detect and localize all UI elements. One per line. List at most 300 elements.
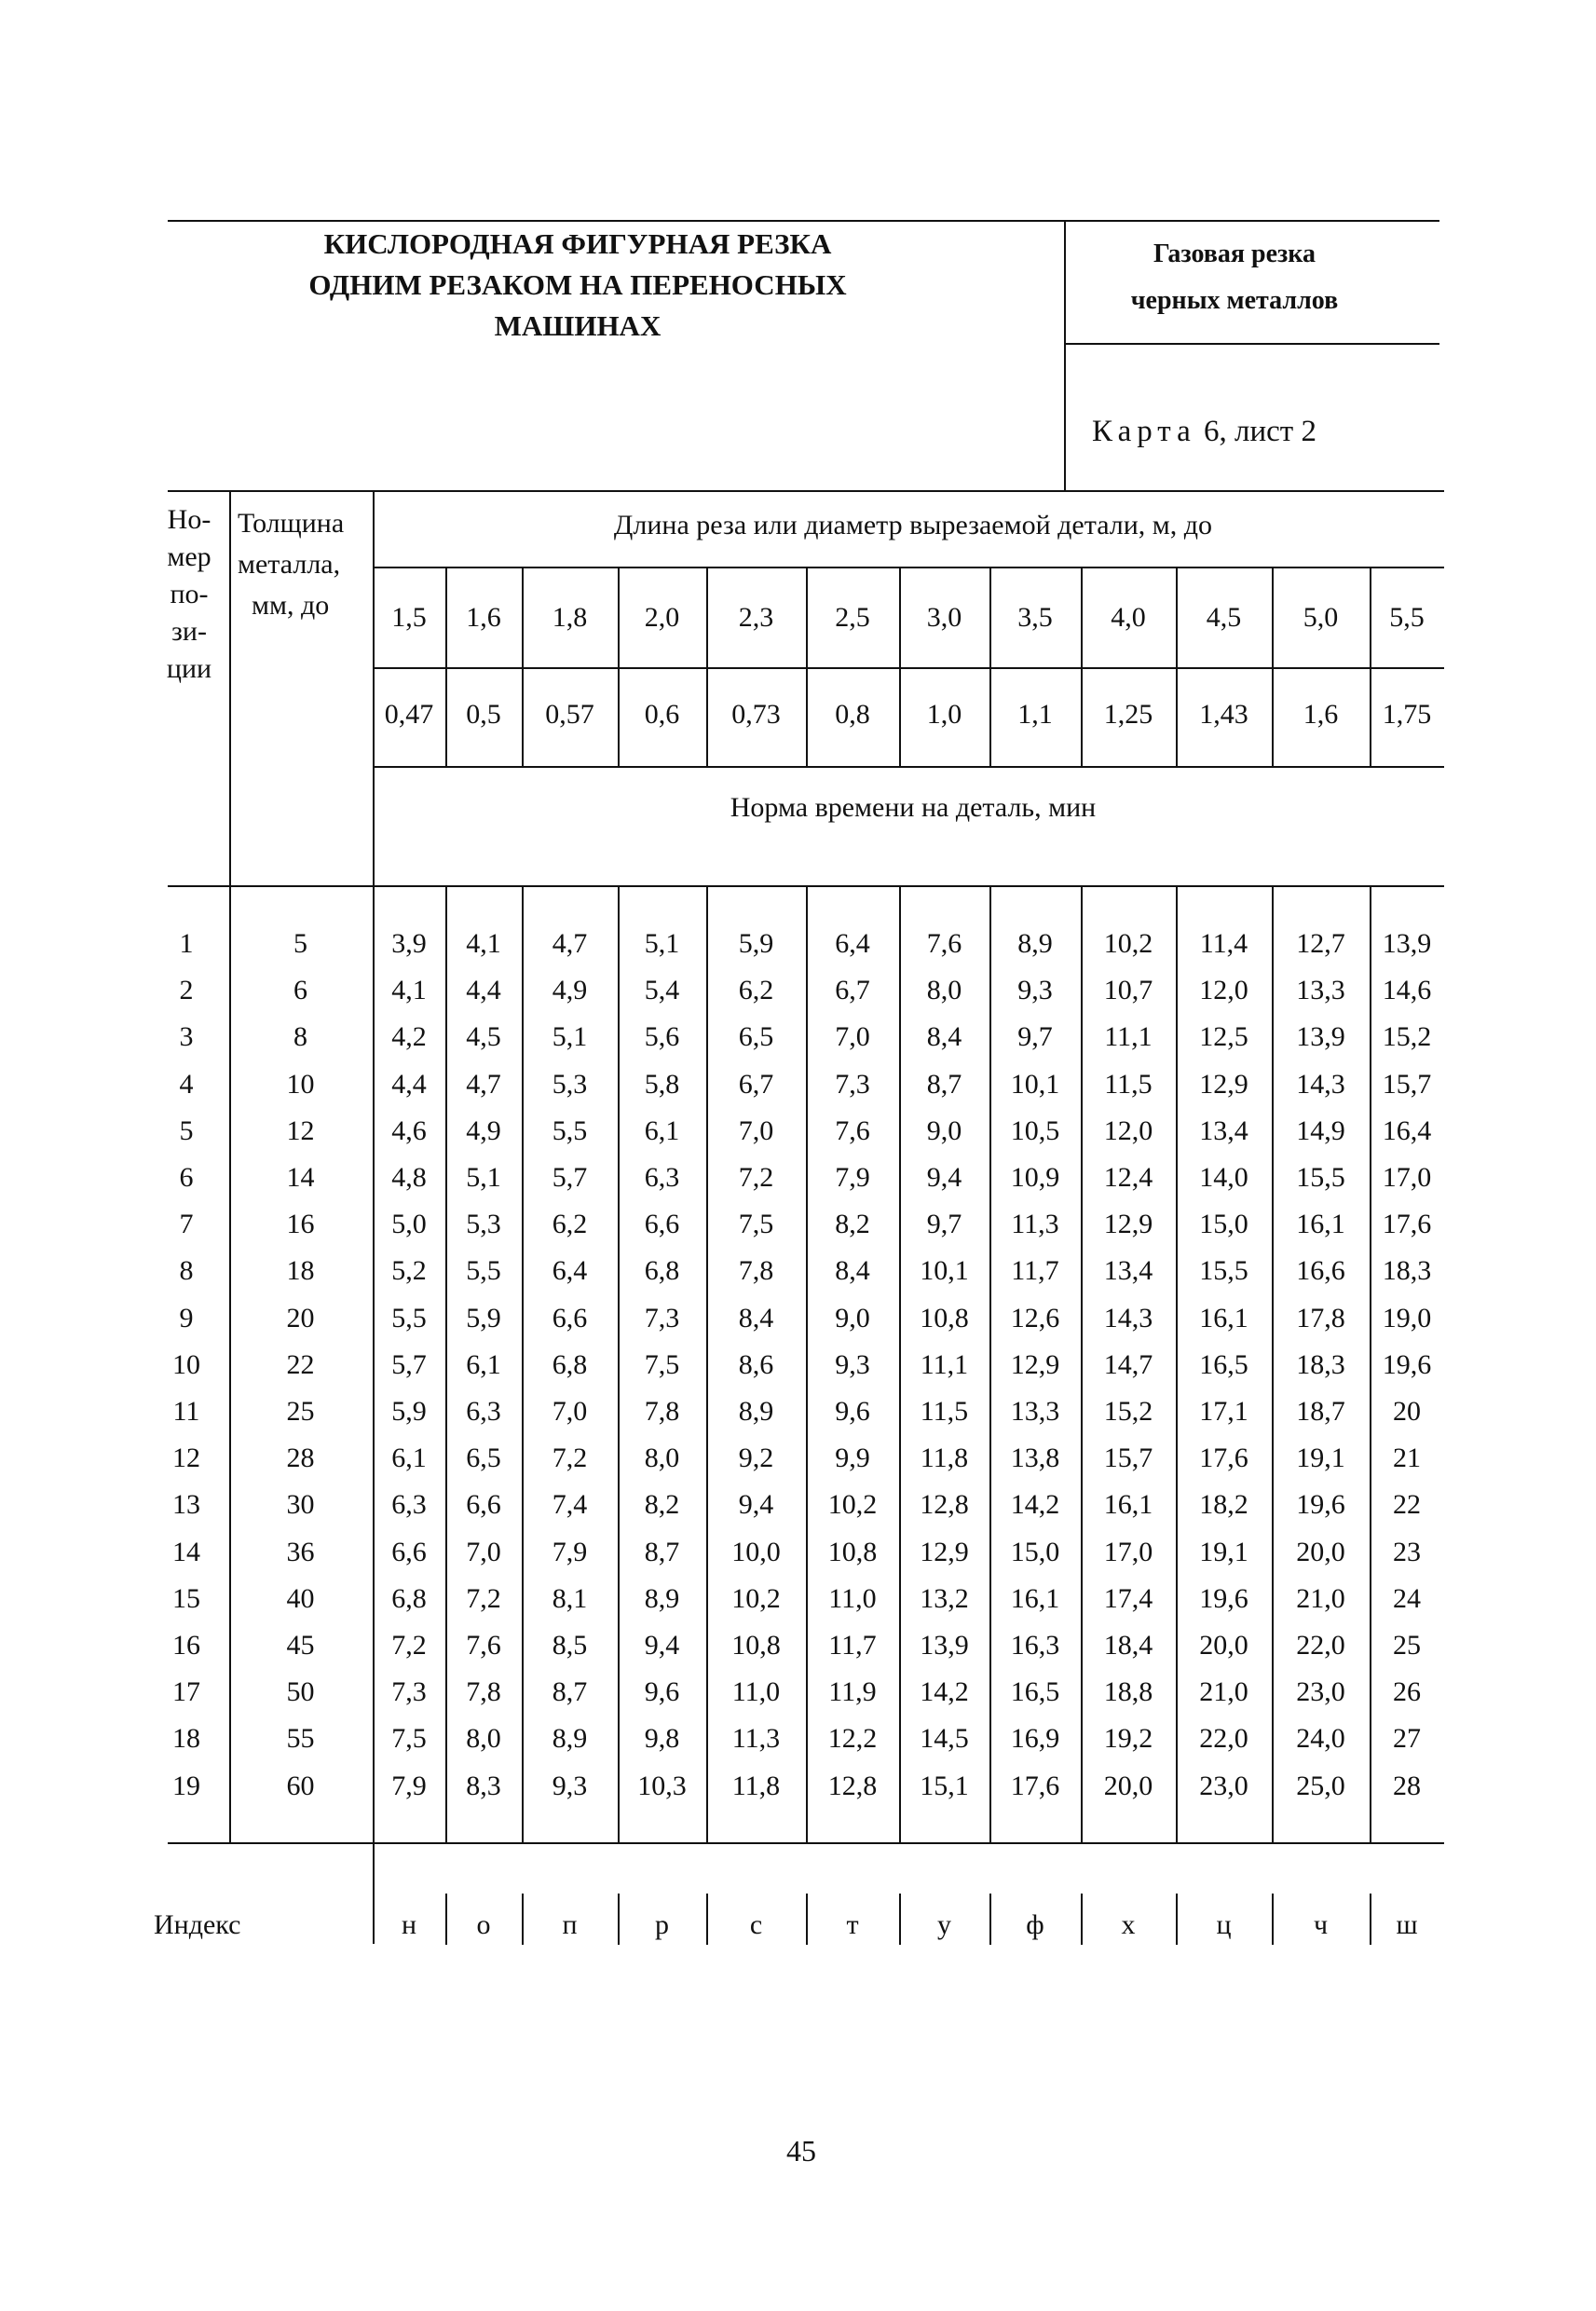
position-number-cell: 18 <box>172 1723 200 1754</box>
thickness-cell: 6 <box>293 975 307 1005</box>
time-norm-cell: 10,8 <box>920 1303 969 1333</box>
time-norm-cell: 6,1 <box>391 1443 427 1473</box>
time-norm-cell: 9,4 <box>644 1630 680 1661</box>
time-norm-cell: 4,4 <box>391 1069 427 1100</box>
time-norm-cell: 6,1 <box>466 1349 501 1380</box>
time-norm-cell: 14,3 <box>1103 1303 1153 1333</box>
time-norm-cell: 14,2 <box>920 1676 969 1707</box>
time-norm-cell: 18,7 <box>1296 1396 1345 1427</box>
time-norm-cell: 11,8 <box>731 1771 781 1801</box>
time-norm-cell: 6,6 <box>391 1537 427 1567</box>
time-norm-cell: 20,0 <box>1296 1537 1345 1567</box>
position-number-cell: 4 <box>179 1069 194 1100</box>
index-letter-cell: п <box>562 1909 578 1940</box>
time-norm-cell: 13,4 <box>1103 1255 1153 1286</box>
time-norm-cell: 9,6 <box>644 1676 680 1707</box>
time-norm-cell: 12,8 <box>920 1489 969 1520</box>
time-norm-cell: 11,0 <box>828 1583 877 1614</box>
time-norm-cell: 12,2 <box>827 1723 878 1754</box>
time-norm-cell: 7,8 <box>466 1676 501 1707</box>
time-norm-cell: 7,6 <box>466 1630 501 1661</box>
time-norm-cell: 6,6 <box>644 1209 680 1239</box>
time-norm-cell: 11,5 <box>1104 1069 1153 1100</box>
time-norm-cell: 10,2 <box>1103 928 1153 959</box>
time-norm-cell: 23,0 <box>1199 1771 1248 1801</box>
time-norm-cell: 5,2 <box>391 1255 427 1286</box>
time-norm-cell: 16,1 <box>1010 1583 1060 1614</box>
index-letter-cell: ш <box>1396 1909 1418 1940</box>
time-norm-cell: 7,2 <box>552 1443 588 1473</box>
time-norm-cell: 8,3 <box>466 1771 501 1801</box>
time-norm-cell: 4,8 <box>391 1162 427 1193</box>
time-norm-cell: 18,8 <box>1103 1676 1153 1707</box>
time-norm-cell: 16,1 <box>1199 1303 1248 1333</box>
position-number-cell: 11 <box>172 1396 200 1427</box>
header-right-rule <box>1064 343 1439 345</box>
time-norm-cell: 11,0 <box>731 1676 781 1707</box>
time-norm-cell: 5,8 <box>644 1069 680 1100</box>
time-norm-cell: 19,2 <box>1103 1723 1153 1754</box>
time-norm-cell: 6,3 <box>466 1396 501 1427</box>
time-norm-cell: 11,4 <box>1199 928 1248 959</box>
time-norm-cell: 8,9 <box>552 1723 588 1754</box>
time-norm-cell: 22,0 <box>1199 1723 1248 1754</box>
time-norm-cell: 9,8 <box>644 1723 680 1754</box>
time-norm-cell: 9,6 <box>835 1396 870 1427</box>
time-norm-cell: 17,6 <box>1199 1443 1248 1473</box>
time-norm-cell: 4,7 <box>466 1069 501 1100</box>
length-cell: 3,0 <box>926 602 962 633</box>
header-column-rule <box>899 567 901 766</box>
time-norm-cell: 13,3 <box>1010 1396 1060 1427</box>
time-norm-cell: 7,2 <box>738 1162 774 1193</box>
time-norm-cell: 11,1 <box>1104 1021 1153 1052</box>
index-letter-cell: о <box>476 1909 491 1940</box>
time-norm-cell: 18,3 <box>1296 1349 1345 1380</box>
time-norm-cell: 12,4 <box>1103 1162 1153 1193</box>
diameter-cell: 0,73 <box>731 699 781 730</box>
time-norm-cell: 5,1 <box>552 1021 588 1052</box>
time-norm-cell: 9,0 <box>926 1115 962 1146</box>
header-column-rule <box>522 567 524 766</box>
time-norm-cell: 7,0 <box>552 1396 588 1427</box>
position-number-cell: 17 <box>172 1676 200 1707</box>
time-norm-cell: 8,1 <box>552 1583 588 1614</box>
time-norm-cell: 14,5 <box>920 1723 969 1754</box>
thickness-cell: 20 <box>286 1303 315 1333</box>
time-norm-cell: 4,9 <box>552 975 588 1005</box>
thickness-cell: 10 <box>286 1069 315 1100</box>
diameter-cell: 0,57 <box>545 699 594 730</box>
header-column-rule <box>445 567 447 766</box>
time-norm-cell: 6,4 <box>835 928 870 959</box>
header-column-rule <box>706 567 708 766</box>
time-norm-cell: 6,8 <box>552 1349 588 1380</box>
time-norm-cell: 18,3 <box>1382 1255 1432 1286</box>
time-norm-cell: 4,7 <box>552 928 588 959</box>
time-norm-cell: 16,5 <box>1010 1676 1060 1707</box>
time-norm-cell: 21 <box>1393 1443 1421 1473</box>
time-norm-cell: 7,3 <box>644 1303 680 1333</box>
card-word: Карта <box>1092 415 1196 448</box>
time-norm-cell: 9,3 <box>835 1349 870 1380</box>
time-norm-cell: 18,2 <box>1199 1489 1248 1520</box>
header-column-rule <box>806 567 808 766</box>
time-norm-cell: 7,0 <box>466 1537 501 1567</box>
time-norm-cell: 25,0 <box>1296 1771 1345 1801</box>
diameter-cell: 0,47 <box>384 699 434 730</box>
time-norm-cell: 19,0 <box>1382 1303 1432 1333</box>
time-norm-cell: 18,4 <box>1103 1630 1153 1661</box>
time-norm-cell: 4,9 <box>466 1115 501 1146</box>
thickness-cell: 50 <box>286 1676 315 1707</box>
header-column-rule <box>1272 567 1274 766</box>
thickness-cell: 36 <box>286 1537 315 1567</box>
time-norm-cell: 15,7 <box>1103 1443 1153 1473</box>
time-norm-cell: 10,8 <box>827 1537 878 1567</box>
length-cell: 1,6 <box>466 602 501 633</box>
time-norm-cell: 10,1 <box>1010 1069 1060 1100</box>
length-cell: 1,5 <box>391 602 427 633</box>
time-norm-cell: 12,0 <box>1199 975 1248 1005</box>
time-norm-cell: 13,9 <box>1296 1021 1345 1052</box>
time-norm-cell: 10,3 <box>637 1771 687 1801</box>
position-number-cell: 5 <box>179 1115 194 1146</box>
time-norm-cell: 14,3 <box>1296 1069 1345 1100</box>
time-norm-cell: 22 <box>1393 1489 1421 1520</box>
time-norm-cell: 5,9 <box>738 928 774 959</box>
time-norm-cell: 9,2 <box>738 1443 774 1473</box>
time-norm-cell: 11,9 <box>828 1676 877 1707</box>
time-norm-cell: 9,7 <box>1017 1021 1053 1052</box>
time-norm-cell: 6,8 <box>644 1255 680 1286</box>
diameter-cell: 0,5 <box>466 699 501 730</box>
time-norm-cell: 7,5 <box>644 1349 680 1380</box>
thickness-cell: 22 <box>286 1349 315 1380</box>
index-letter-cell: ч <box>1313 1909 1329 1940</box>
time-norm-cell: 7,9 <box>552 1537 588 1567</box>
time-norm-cell: 9,3 <box>1017 975 1053 1005</box>
time-norm-cell: 7,2 <box>391 1630 427 1661</box>
title-line-1: КИСЛОРОДНАЯ ФИГУРНАЯ РЕЗКА <box>323 227 832 260</box>
time-norm-cell: 9,3 <box>552 1771 588 1801</box>
index-letter-cell: р <box>655 1909 669 1940</box>
length-cell: 2,5 <box>835 602 870 633</box>
time-norm-cell: 8,2 <box>835 1209 870 1239</box>
diameter-cell: 1,25 <box>1103 699 1153 730</box>
time-norm-cell: 21,0 <box>1296 1583 1345 1614</box>
position-number-cell: 3 <box>179 1021 194 1052</box>
time-norm-cell: 8,7 <box>552 1676 588 1707</box>
length-cell: 5,0 <box>1303 602 1339 633</box>
header-column-rule <box>1370 567 1371 766</box>
time-norm-cell: 7,8 <box>644 1396 680 1427</box>
time-norm-cell: 5,7 <box>391 1349 427 1380</box>
time-norm-cell: 15,2 <box>1382 1021 1432 1052</box>
thickness-cell: 55 <box>286 1723 315 1754</box>
diameter-cell: 0,6 <box>644 699 680 730</box>
time-norm-cell: 8,0 <box>926 975 962 1005</box>
time-norm-cell: 24,0 <box>1296 1723 1345 1754</box>
time-norm-cell: 10,1 <box>920 1255 969 1286</box>
time-norm-cell: 5,1 <box>466 1162 501 1193</box>
time-norm-cell: 6,1 <box>644 1115 680 1146</box>
time-norm-cell: 7,0 <box>835 1021 870 1052</box>
time-norm-cell: 9,7 <box>926 1209 962 1239</box>
time-norm-cell: 16,5 <box>1199 1349 1248 1380</box>
time-norm-cell: 5,5 <box>466 1255 501 1286</box>
time-norm-cell: 11,8 <box>920 1443 969 1473</box>
position-number-cell: 19 <box>172 1771 200 1801</box>
position-number-cell: 2 <box>179 975 194 1005</box>
time-norm-cell: 11,7 <box>1011 1255 1059 1286</box>
time-norm-cell: 6,4 <box>552 1255 588 1286</box>
length-cell: 4,5 <box>1206 602 1242 633</box>
diameter-cell: 0,8 <box>835 699 870 730</box>
time-norm-cell: 19,6 <box>1199 1583 1248 1614</box>
time-norm-cell: 12,5 <box>1199 1021 1248 1052</box>
time-norm-header: Норма времени на деталь, мин <box>730 792 1097 823</box>
position-number-cell: 10 <box>172 1349 200 1380</box>
time-norm-cell: 5,6 <box>644 1021 680 1052</box>
time-norm-cell: 12,6 <box>1010 1303 1060 1333</box>
diameter-cell: 1,43 <box>1199 699 1248 730</box>
time-norm-cell: 6,8 <box>391 1583 427 1614</box>
time-norm-cell: 4,5 <box>466 1021 501 1052</box>
time-norm-cell: 7,5 <box>391 1723 427 1754</box>
time-norm-cell: 13,4 <box>1199 1115 1248 1146</box>
time-norm-cell: 12,0 <box>1103 1115 1153 1146</box>
time-norm-cell: 10,8 <box>731 1630 781 1661</box>
time-norm-cell: 17,0 <box>1103 1537 1153 1567</box>
table-top-rule <box>168 490 1444 492</box>
position-number-cell: 7 <box>179 1209 194 1239</box>
position-number-cell: 13 <box>172 1489 200 1520</box>
time-norm-cell: 15,2 <box>1103 1396 1153 1427</box>
time-norm-cell: 8,0 <box>644 1443 680 1473</box>
thickness-cell: 14 <box>286 1162 315 1193</box>
time-norm-cell: 9,9 <box>835 1443 870 1473</box>
time-norm-cell: 22,0 <box>1296 1630 1345 1661</box>
time-norm-cell: 28 <box>1393 1771 1421 1801</box>
diameter-row-top-rule <box>373 667 1444 669</box>
time-norm-cell: 8,2 <box>644 1489 680 1520</box>
position-number-cell: 12 <box>172 1443 200 1473</box>
time-norm-cell: 6,2 <box>738 975 774 1005</box>
time-norm-cell: 15,0 <box>1010 1537 1060 1567</box>
time-norm-cell: 23 <box>1393 1537 1421 1567</box>
header-column-rule <box>1081 567 1083 766</box>
time-norm-cell: 5,5 <box>552 1115 588 1146</box>
time-norm-cell: 5,0 <box>391 1209 427 1239</box>
time-norm-cell: 6,5 <box>466 1443 501 1473</box>
time-norm-cell: 4,1 <box>466 928 501 959</box>
length-cell: 2,3 <box>738 602 774 633</box>
index-letter-cell: у <box>937 1909 951 1940</box>
time-norm-cell: 16,4 <box>1382 1115 1432 1146</box>
time-norm-cell: 5,7 <box>552 1162 588 1193</box>
time-norm-cell: 13,8 <box>1010 1443 1060 1473</box>
time-norm-cell: 6,3 <box>391 1489 427 1520</box>
time-norm-cell: 19,6 <box>1296 1489 1345 1520</box>
time-norm-cell: 16,6 <box>1296 1255 1345 1286</box>
header-column-rule <box>989 567 991 766</box>
time-norm-cell: 24 <box>1393 1583 1421 1614</box>
thickness-header: Толщина металла, мм, до <box>238 508 345 621</box>
header-column-rule <box>618 567 620 766</box>
time-norm-cell: 7,3 <box>835 1069 870 1100</box>
time-norm-cell: 16,9 <box>1010 1723 1060 1754</box>
thickness-cell: 12 <box>286 1115 315 1146</box>
diameter-cell: 1,75 <box>1382 699 1432 730</box>
time-norm-cell: 11,3 <box>731 1723 781 1754</box>
thickness-cell: 18 <box>286 1255 315 1286</box>
length-cell: 1,8 <box>552 602 588 633</box>
position-number-cell: 14 <box>172 1537 200 1567</box>
document-title <box>252 224 904 347</box>
time-norm-cell: 17,8 <box>1296 1303 1345 1333</box>
length-row-top-rule <box>373 567 1444 568</box>
time-norm-cell: 5,5 <box>391 1303 427 1333</box>
index-letter-cell: н <box>401 1909 417 1940</box>
time-norm-cell: 11,7 <box>828 1630 877 1661</box>
cut-length-header: Длина реза или диаметр вырезаемой детали, м, до <box>613 510 1213 540</box>
time-norm-cell: 3,9 <box>391 928 427 959</box>
page-number: 45 <box>786 2134 816 2167</box>
time-norm-cell: 20,0 <box>1103 1771 1153 1801</box>
time-norm-cell: 19,6 <box>1382 1349 1432 1380</box>
time-norm-cell: 7,5 <box>738 1209 774 1239</box>
time-norm-cell: 16,1 <box>1296 1209 1345 1239</box>
time-norm-cell: 10,2 <box>731 1583 781 1614</box>
time-norm-cell: 8,9 <box>738 1396 774 1427</box>
diameter-cell: 1,0 <box>926 699 962 730</box>
time-norm-cell: 20,0 <box>1199 1630 1248 1661</box>
position-number-cell: 16 <box>172 1630 200 1661</box>
index-letter-cell: х <box>1121 1909 1136 1940</box>
time-norm-cell: 6,2 <box>552 1209 588 1239</box>
position-number-cell: 9 <box>179 1303 194 1333</box>
time-norm-cell: 15,0 <box>1199 1209 1248 1239</box>
section-line-2: черных металлов <box>1130 286 1339 315</box>
position-number-cell: 1 <box>179 928 194 959</box>
time-norm-cell: 8,0 <box>466 1723 501 1754</box>
time-norm-cell: 4,6 <box>391 1115 427 1146</box>
time-norm-cell: 4,4 <box>466 975 501 1005</box>
time-norm-cell: 23,0 <box>1296 1676 1345 1707</box>
time-norm-cell: 7,4 <box>552 1489 588 1520</box>
time-norm-cell: 5,1 <box>644 928 680 959</box>
time-norm-cell: 8,4 <box>926 1021 962 1052</box>
time-norm-cell: 16,3 <box>1010 1630 1060 1661</box>
time-norm-cell: 10,2 <box>827 1489 878 1520</box>
time-norm-cell: 8,5 <box>552 1630 588 1661</box>
time-norm-cell: 11,3 <box>1011 1209 1059 1239</box>
time-norm-cell: 6,7 <box>835 975 870 1005</box>
time-norm-cell: 7,9 <box>835 1162 870 1193</box>
time-norm-cell: 8,7 <box>926 1069 962 1100</box>
time-norm-cell: 7,2 <box>466 1583 501 1614</box>
time-norm-cell: 17,6 <box>1010 1771 1060 1801</box>
time-norm-cell: 15,5 <box>1296 1162 1345 1193</box>
time-norm-cell: 19,1 <box>1296 1443 1345 1473</box>
time-norm-cell: 17,4 <box>1103 1583 1153 1614</box>
time-norm-cell: 27 <box>1393 1723 1421 1754</box>
time-norm-cell: 10,7 <box>1103 975 1153 1005</box>
time-norm-cell: 13,9 <box>920 1630 969 1661</box>
time-norm-cell: 7,6 <box>926 928 962 959</box>
time-norm-cell: 5,4 <box>644 975 680 1005</box>
thickness-cell: 30 <box>286 1489 315 1520</box>
time-norm-cell: 7,0 <box>738 1115 774 1146</box>
time-norm-cell: 12,9 <box>1199 1069 1248 1100</box>
time-norm-cell: 8,7 <box>644 1537 680 1567</box>
table-body-bottom-rule <box>168 1842 1444 1844</box>
thickness-cell: 8 <box>293 1021 307 1052</box>
time-norm-cell: 4,1 <box>391 975 427 1005</box>
time-norm-cell: 15,5 <box>1199 1255 1248 1286</box>
time-norm-cell: 6,5 <box>738 1021 774 1052</box>
time-norm-cell: 5,9 <box>391 1396 427 1427</box>
header-divider-vertical <box>1064 220 1066 490</box>
time-norm-cell: 15,7 <box>1382 1069 1432 1100</box>
time-norm-cell: 8,6 <box>738 1349 774 1380</box>
section-title <box>1095 231 1374 324</box>
time-norm-cell: 10,0 <box>731 1537 781 1567</box>
position-number-cell: 6 <box>179 1162 194 1193</box>
thickness-cell: 60 <box>286 1771 315 1801</box>
thickness-cell: 28 <box>286 1443 315 1473</box>
time-norm-cell: 13,2 <box>920 1583 969 1614</box>
position-number-cell: 8 <box>179 1255 194 1286</box>
section-line-1: Газовая резка <box>1153 239 1316 268</box>
time-norm-cell: 6,7 <box>738 1069 774 1100</box>
time-norm-cell: 14,2 <box>1010 1489 1060 1520</box>
header-top-rule <box>168 220 1439 222</box>
time-norm-cell: 9,0 <box>835 1303 870 1333</box>
time-norm-cell: 8,4 <box>835 1255 870 1286</box>
time-norm-cell: 8,9 <box>644 1583 680 1614</box>
length-cell: 4,0 <box>1111 602 1146 633</box>
thickness-cell: 45 <box>286 1630 315 1661</box>
length-cell: 3,5 <box>1017 602 1053 633</box>
title-line-2: ОДНИМ РЕЗАКОМ НА ПЕРЕНОСНЫХ <box>308 268 847 301</box>
index-label: Индекс <box>154 1909 241 1940</box>
position-number-header: Но- мер по- зи- ции <box>166 504 212 684</box>
time-norm-cell: 7,9 <box>391 1771 427 1801</box>
time-norm-cell: 12,8 <box>827 1771 878 1801</box>
thickness-cell: 40 <box>286 1583 315 1614</box>
thickness-cell: 25 <box>286 1396 315 1427</box>
time-norm-cell: 7,3 <box>391 1676 427 1707</box>
time-norm-cell: 9,4 <box>738 1489 774 1520</box>
time-norm-cell: 5,3 <box>552 1069 588 1100</box>
time-norm-cell: 14,0 <box>1199 1162 1248 1193</box>
index-letter-cell: т <box>846 1909 859 1940</box>
diameter-row-bottom-rule <box>373 766 1444 768</box>
index-letter-cell: ц <box>1216 1909 1232 1940</box>
position-number-cell: 15 <box>172 1583 200 1614</box>
time-norm-cell: 19,1 <box>1199 1537 1248 1567</box>
time-norm-cell: 6,6 <box>552 1303 588 1333</box>
diameter-cell: 1,6 <box>1303 699 1339 730</box>
time-norm-cell: 14,7 <box>1103 1349 1153 1380</box>
time-norm-cell: 8,4 <box>738 1303 774 1333</box>
time-norm-cell: 5,9 <box>466 1303 501 1333</box>
length-cell: 2,0 <box>644 602 680 633</box>
time-norm-cell: 17,1 <box>1199 1396 1248 1427</box>
diameter-cell: 1,1 <box>1017 699 1053 730</box>
